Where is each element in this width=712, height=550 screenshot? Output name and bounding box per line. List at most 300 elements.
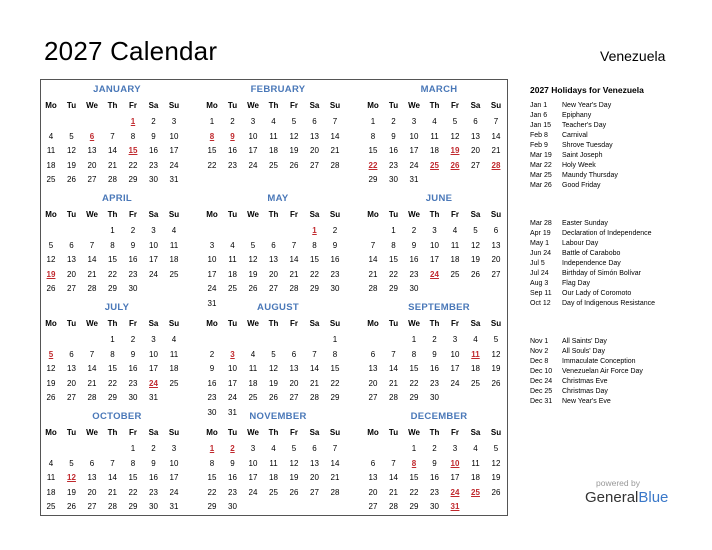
holiday-day: 31	[450, 502, 460, 511]
day-number: 4	[171, 226, 177, 235]
day-number: 25	[450, 269, 460, 279]
day-number: 7	[312, 349, 317, 359]
weekday-label: Fr	[129, 319, 137, 328]
day-number: 17	[149, 255, 158, 264]
day-number: 20	[471, 146, 480, 155]
holiday-date: Mar 26	[530, 182, 552, 189]
day-number: 19	[289, 146, 299, 155]
holiday-name: Carnival	[562, 132, 588, 139]
day-number: 14	[87, 255, 97, 264]
day-number: 10	[207, 255, 217, 264]
day-number: 19	[248, 269, 258, 279]
weekday-label: Fr	[451, 101, 459, 110]
day-number: 20	[368, 378, 378, 388]
day-number: 10	[430, 240, 439, 250]
day-number: 26	[289, 487, 299, 497]
weekday-label: Th	[107, 428, 118, 437]
day-number: 25	[269, 487, 278, 497]
day-number: 18	[430, 146, 439, 155]
holiday-name: Teacher's Day	[562, 122, 607, 129]
holiday-day: 8	[209, 131, 215, 141]
day-number: 16	[389, 146, 398, 155]
holiday-name: Easter Sunday	[562, 220, 608, 227]
day-number: 2	[332, 226, 338, 235]
weekday-label: Th	[268, 428, 279, 437]
day-number: 29	[108, 284, 117, 293]
day-number: 7	[493, 117, 499, 126]
holiday-item	[530, 397, 710, 407]
holiday-item	[530, 377, 710, 387]
weekday-label: Tu	[66, 210, 77, 219]
day-number: 10	[409, 131, 419, 141]
holiday-name: Good Friday	[562, 182, 601, 189]
day-number: 25	[169, 269, 179, 279]
day-number: 20	[87, 487, 97, 497]
day-number: 16	[228, 473, 237, 482]
holiday-date: Apr 19	[530, 230, 551, 237]
day-number: 23	[430, 378, 439, 388]
day-number: 12	[46, 255, 56, 264]
weekday-label: Su	[168, 101, 180, 110]
day-number: 19	[46, 378, 56, 388]
day-number: 21	[389, 487, 398, 497]
day-number: 26	[491, 378, 501, 388]
month-name: FEBRUARY	[250, 84, 306, 95]
holiday-day: 10	[450, 458, 460, 468]
day-number: 17	[248, 146, 258, 155]
weekday-label: Sa	[470, 101, 481, 110]
day-number: 23	[409, 269, 419, 279]
holiday-date: Dec 31	[530, 398, 553, 405]
holiday-day: 1	[209, 444, 215, 453]
weekday-label: Su	[168, 319, 180, 328]
holiday-date: Mar 28	[530, 220, 552, 227]
weekday-label: Mo	[367, 319, 379, 328]
day-number: 19	[67, 160, 76, 170]
holiday-name: Maundy Thursday	[562, 172, 618, 179]
holiday-date: Jul 5	[530, 260, 545, 267]
day-number: 7	[391, 349, 396, 359]
holiday-day: 24	[149, 378, 158, 388]
day-number: 21	[491, 146, 501, 155]
holiday-day: 5	[48, 349, 54, 359]
holiday-item	[530, 357, 710, 367]
day-number: 21	[330, 146, 340, 155]
day-number: 20	[87, 160, 97, 170]
day-number: 30	[389, 175, 398, 184]
holiday-item	[530, 347, 710, 357]
holiday-day: 24	[450, 487, 460, 497]
weekday-label: Sa	[148, 210, 159, 219]
day-number: 16	[430, 364, 439, 373]
day-number: 9	[130, 349, 136, 359]
day-number: 29	[368, 175, 378, 184]
day-number: 22	[108, 378, 117, 388]
weekday-label: Mo	[206, 428, 218, 437]
holiday-list-title: 2027 Holidays for Venezuela	[530, 85, 644, 95]
day-number: 13	[269, 255, 278, 264]
holiday-item	[530, 337, 710, 347]
day-number: 18	[248, 378, 258, 388]
day-number: 1	[209, 117, 215, 126]
day-number: 23	[389, 160, 398, 170]
weekday-label: Fr	[290, 101, 298, 110]
holiday-item	[530, 239, 710, 249]
day-number: 9	[332, 240, 338, 250]
day-number: 1	[391, 226, 396, 235]
day-number: 21	[330, 473, 340, 482]
weekday-label: Tu	[227, 101, 238, 110]
day-number: 27	[87, 502, 97, 511]
holiday-name: Epiphany	[562, 112, 592, 119]
day-number: 1	[332, 335, 338, 344]
day-number: 27	[310, 160, 319, 170]
day-number: 26	[248, 284, 258, 293]
day-number: 9	[411, 240, 417, 250]
day-number: 30	[128, 284, 138, 293]
day-number: 10	[169, 458, 179, 468]
holiday-date: Mar 25	[530, 172, 552, 179]
day-number: 20	[269, 269, 278, 279]
day-number: 4	[473, 444, 478, 453]
day-number: 20	[67, 378, 76, 388]
day-number: 12	[248, 255, 258, 264]
holiday-name: Venezuelan Air Force Day	[562, 368, 643, 375]
holiday-group	[530, 219, 710, 309]
weekday-label: We	[247, 101, 259, 110]
day-number: 4	[230, 240, 235, 250]
holiday-item	[530, 259, 710, 269]
weekday-label: Su	[490, 101, 502, 110]
day-number: 14	[491, 131, 501, 141]
holiday-day: 15	[128, 146, 138, 155]
holiday-date: Dec 24	[530, 378, 553, 385]
day-number: 24	[169, 160, 179, 170]
weekday-label: Su	[329, 210, 341, 219]
day-number: 15	[409, 364, 419, 373]
day-number: 27	[471, 160, 480, 170]
day-number: 20	[368, 487, 378, 497]
day-number: 8	[370, 131, 376, 141]
day-number: 20	[289, 378, 299, 388]
day-number: 30	[149, 502, 158, 511]
holiday-day: 26	[450, 160, 460, 170]
day-number: 4	[452, 226, 458, 235]
holiday-name: Christmas Day	[562, 388, 608, 395]
day-number: 3	[250, 117, 256, 126]
day-number: 28	[289, 284, 299, 293]
day-number: 27	[491, 269, 501, 279]
day-number: 13	[471, 131, 480, 141]
day-number: 13	[67, 364, 76, 373]
holiday-item	[530, 299, 710, 309]
day-number: 4	[250, 349, 256, 359]
day-number: 21	[389, 378, 398, 388]
weekday-label: We	[408, 210, 420, 219]
day-number: 19	[491, 364, 501, 373]
day-number: 22	[128, 160, 138, 170]
day-number: 10	[149, 240, 158, 250]
day-number: 31	[409, 175, 419, 184]
day-number: 15	[207, 473, 217, 482]
month-name: MAY	[267, 193, 289, 204]
day-number: 16	[409, 255, 419, 264]
day-number: 12	[450, 131, 460, 141]
day-number: 19	[491, 473, 501, 482]
weekday-label: Mo	[367, 210, 379, 219]
holiday-day: 1	[130, 117, 136, 126]
day-number: 25	[169, 378, 179, 388]
month-name: OCTOBER	[92, 411, 142, 422]
calendar-grid	[40, 79, 508, 516]
weekday-label: Mo	[206, 319, 218, 328]
day-number: 11	[471, 458, 480, 468]
weekday-label: Su	[490, 210, 502, 219]
month-september	[365, 302, 515, 407]
day-number: 11	[269, 131, 278, 141]
day-number: 14	[87, 364, 97, 373]
day-number: 21	[289, 269, 299, 279]
page-title: 2027 Calendar	[44, 36, 218, 66]
weekday-label: Fr	[451, 210, 459, 219]
month-december	[365, 411, 515, 516]
day-number: 18	[169, 364, 179, 373]
day-number: 19	[471, 255, 480, 264]
day-number: 29	[207, 502, 217, 511]
day-number: 25	[248, 393, 258, 402]
day-number: 6	[69, 349, 74, 359]
day-number: 24	[450, 378, 460, 388]
day-number: 5	[452, 117, 458, 126]
day-number: 29	[330, 393, 340, 402]
holiday-date: May 1	[530, 240, 550, 247]
day-number: 4	[171, 335, 177, 344]
holiday-item	[530, 229, 710, 239]
holiday-date: Jun 24	[530, 250, 552, 257]
day-number: 19	[289, 473, 299, 482]
day-number: 14	[330, 458, 340, 468]
day-number: 18	[46, 487, 56, 497]
day-number: 27	[310, 487, 319, 497]
weekday-label: Th	[107, 210, 118, 219]
holiday-item	[530, 111, 710, 121]
day-number: 11	[450, 240, 460, 250]
holiday-date: Aug 3	[530, 280, 549, 287]
month-name: NOVEMBER	[249, 411, 307, 422]
month-april	[43, 193, 193, 298]
day-number: 30	[409, 284, 419, 293]
day-number: 26	[46, 284, 56, 293]
day-number: 24	[149, 269, 158, 279]
weekday-label: Th	[268, 101, 279, 110]
day-number: 26	[269, 393, 278, 402]
day-number: 15	[368, 146, 378, 155]
day-number: 20	[67, 269, 76, 279]
day-number: 1	[110, 226, 115, 235]
day-number: 29	[128, 502, 138, 511]
day-number: 2	[151, 444, 156, 453]
day-number: 9	[151, 131, 156, 141]
day-number: 29	[409, 393, 419, 402]
holiday-item	[530, 181, 710, 191]
day-number: 31	[207, 298, 217, 308]
day-number: 11	[430, 131, 439, 141]
day-number: 22	[389, 269, 398, 279]
day-number: 24	[207, 284, 217, 293]
holiday-item	[530, 131, 710, 141]
day-number: 2	[432, 335, 437, 344]
day-number: 22	[207, 160, 217, 170]
holiday-day: 25	[471, 487, 480, 497]
day-number: 4	[271, 117, 276, 126]
day-number: 6	[291, 349, 297, 359]
holiday-item	[530, 249, 710, 259]
weekday-label: We	[408, 319, 420, 328]
day-number: 17	[430, 255, 439, 264]
day-number: 1	[130, 444, 136, 453]
day-number: 15	[108, 255, 117, 264]
day-number: 29	[409, 502, 419, 511]
day-number: 14	[389, 364, 398, 373]
day-number: 21	[87, 378, 97, 388]
day-number: 12	[289, 458, 299, 468]
weekday-label: Mo	[367, 428, 379, 437]
day-number: 28	[330, 160, 340, 170]
day-number: 15	[207, 146, 217, 155]
day-number: 23	[430, 487, 439, 497]
day-number: 3	[151, 335, 156, 344]
weekday-label: Tu	[388, 101, 399, 110]
day-number: 10	[169, 131, 179, 141]
holiday-item	[530, 121, 710, 131]
holiday-day: 28	[491, 160, 501, 170]
month-january	[43, 84, 193, 189]
month-name: JUNE	[425, 193, 453, 204]
day-number: 12	[269, 364, 278, 373]
day-number: 21	[108, 487, 117, 497]
day-number: 10	[228, 364, 237, 373]
day-number: 1	[411, 335, 417, 344]
day-number: 4	[48, 458, 54, 468]
holiday-date: Dec 8	[530, 358, 549, 365]
holiday-group	[530, 337, 710, 407]
weekday-label: Su	[168, 428, 180, 437]
holiday-day: 12	[67, 473, 76, 482]
holiday-date: Mar 19	[530, 152, 552, 159]
day-number: 1	[370, 117, 376, 126]
day-number: 18	[46, 160, 56, 170]
day-number: 15	[330, 364, 340, 373]
weekday-label: Fr	[290, 428, 298, 437]
day-number: 26	[67, 175, 76, 184]
day-number: 11	[248, 364, 258, 373]
day-number: 28	[310, 393, 319, 402]
day-number: 7	[89, 349, 95, 359]
weekday-label: We	[86, 210, 98, 219]
holiday-day: 25	[430, 160, 439, 170]
day-number: 23	[207, 393, 217, 402]
day-number: 5	[493, 335, 499, 344]
day-number: 8	[312, 240, 317, 250]
day-number: 5	[291, 444, 297, 453]
day-number: 14	[108, 473, 117, 482]
holiday-date: Jul 24	[530, 270, 549, 277]
day-number: 1	[411, 444, 417, 453]
day-number: 2	[391, 117, 396, 126]
weekday-label: Fr	[129, 101, 137, 110]
weekday-label: We	[86, 319, 98, 328]
month-march	[365, 84, 515, 189]
day-number: 16	[149, 146, 158, 155]
weekday-label: Tu	[66, 428, 77, 437]
holiday-name: Labour Day	[562, 240, 599, 247]
holiday-day: 24	[430, 269, 439, 279]
day-number: 8	[411, 349, 417, 359]
day-number: 12	[46, 364, 56, 373]
day-number: 8	[130, 131, 136, 141]
day-number: 10	[149, 349, 158, 359]
day-number: 26	[289, 160, 299, 170]
day-number: 14	[330, 131, 340, 141]
day-number: 13	[87, 473, 97, 482]
day-number: 27	[269, 284, 278, 293]
day-number: 3	[151, 226, 156, 235]
day-number: 29	[108, 393, 117, 402]
month-name: JULY	[104, 302, 130, 313]
day-number: 23	[228, 160, 237, 170]
day-number: 30	[430, 502, 439, 511]
day-number: 24	[169, 487, 179, 497]
day-number: 15	[310, 255, 319, 264]
holiday-name: Flag Day	[562, 280, 591, 287]
day-number: 16	[128, 255, 138, 264]
weekday-label: Mo	[45, 319, 57, 328]
day-number: 14	[389, 473, 398, 482]
day-number: 24	[248, 160, 258, 170]
day-number: 22	[409, 378, 419, 388]
day-number: 2	[432, 444, 437, 453]
day-number: 3	[452, 444, 458, 453]
weekday-label: We	[247, 319, 259, 328]
holiday-name: New Year's Eve	[562, 398, 611, 405]
day-number: 17	[450, 473, 460, 482]
day-number: 21	[310, 378, 319, 388]
weekday-label: Tu	[227, 319, 238, 328]
day-number: 26	[471, 269, 480, 279]
weekday-label: Su	[168, 210, 180, 219]
day-number: 11	[46, 146, 56, 155]
day-number: 17	[450, 364, 460, 373]
day-number: 13	[491, 240, 501, 250]
day-number: 27	[67, 393, 76, 402]
day-number: 28	[389, 502, 398, 511]
day-number: 8	[130, 458, 136, 468]
day-number: 3	[209, 240, 215, 250]
day-number: 2	[151, 117, 156, 126]
day-number: 11	[46, 473, 56, 482]
day-number: 15	[128, 473, 138, 482]
day-number: 29	[389, 284, 398, 293]
day-number: 27	[67, 284, 76, 293]
day-number: 30	[430, 393, 439, 402]
day-number: 11	[269, 458, 278, 468]
day-number: 11	[228, 255, 237, 264]
day-number: 16	[207, 378, 217, 388]
month-february	[204, 84, 354, 189]
month-october	[43, 411, 193, 516]
weekday-label: Th	[107, 319, 118, 328]
day-number: 14	[289, 255, 299, 264]
